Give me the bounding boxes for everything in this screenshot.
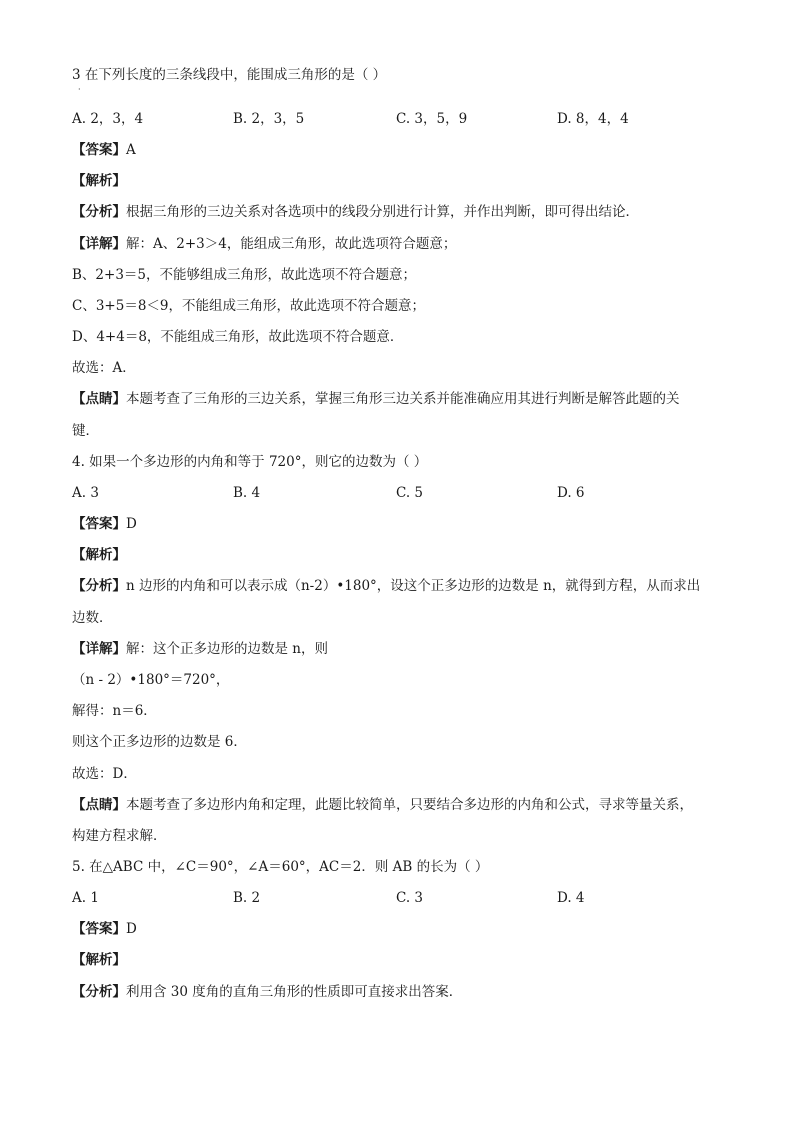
answer-value: A [126,142,136,158]
q3-option-d: D. 8，4，4 [557,111,629,127]
q5-stem: 5. 在△ABC 中，∠C＝90°，∠A＝60°，AC＝2．则 AB 的长为（ ） [72,859,489,875]
q5-option-a: A. 1 [72,890,99,906]
dianjing-text: 本题考查了三角形的三边关系，掌握三角形三边关系并能准确应用其进行判断是解答此题的关 [126,391,680,407]
q3-xiangjie-1 [72,235,456,253]
answer-tag: 【答案】 [72,142,126,158]
analysis-tag: 【解析】 [72,547,126,563]
q4-option-c: C. 5 [396,485,424,501]
q4-choose: 故选：D． [72,766,137,782]
answer-tag: 【答案】 [72,516,126,532]
answer-tag: 【答案】 [72,921,126,937]
q4-option-d: D. 6 [557,485,585,501]
q4-fenxi-1 [72,577,700,595]
q4-xiangjie-2: （n - 2）•180°＝720°， [72,672,230,688]
q3-xiangjie-3: C、3+5＝8＜9，不能组成三角形，故此选项不符合题意； [72,298,425,314]
q3-analysis-heading [72,172,126,190]
xiangjie-text: 解：A、2+3＞4，能组成三角形，故此选项符合题意； [126,236,457,252]
q4-analysis-heading [72,546,126,564]
analysis-tag: 【解析】 [72,173,126,189]
q4-option-a: A. 3 [72,485,99,501]
q4-dianjing-1 [72,796,693,814]
q3-stem: 3 在下列长度的三条线段中，能围成三角形的是（ ） [72,67,387,83]
fenxi-text: 利用含 30 度角的直角三角形的性质即可直接求出答案． [126,984,463,1000]
answer-value: D [126,516,137,532]
q3-option-b: B. 2，3，5 [233,111,305,127]
q3-option-a: A. 2，3，4 [72,111,144,127]
q3-dianjing-1 [72,390,680,408]
fenxi-tag: 【分析】 [72,204,126,220]
q5-option-b: B. 2 [233,890,261,906]
xiangjie-tag: 【详解】 [72,236,126,252]
q4-xiangjie-4: 则这个正多边形的边数是 6． [72,734,247,750]
xiangjie-tag: 【详解】 [72,641,126,657]
q4-stem: 4. 如果一个多边形的内角和等于 720°，则它的边数为（ ） [72,454,428,470]
q3-answer [72,141,136,159]
q5-analysis-heading [72,951,126,969]
fenxi-tag: 【分析】 [72,578,126,594]
q3-option-c: C. 3，5，9 [396,111,468,127]
q4-xiangjie-1 [72,640,328,658]
dianjing-tag: 【点睛】 [72,391,126,407]
dianjing-text: 本题考查了多边形内角和定理，此题比较简单，只要结合多边形的内角和公式，寻求等量关系， [126,797,693,813]
q3-fenxi [72,203,639,221]
q3-dot: · [78,85,81,94]
fenxi-text: 根据三角形的三边关系对各选项中的线段分别进行计算，并作出判断，即可得出结论． [126,204,639,220]
q5-fenxi [72,983,462,1001]
q3-xiangjie-2: B、2+3＝5，不能够组成三角形，故此选项不符合题意； [72,267,416,283]
q4-fenxi-2: 边数． [72,610,113,626]
dianjing-tag: 【点睛】 [72,797,126,813]
fenxi-tag: 【分析】 [72,984,126,1000]
q4-xiangjie-3: 解得：n＝6． [72,703,157,719]
q3-dianjing-2: 键． [72,423,99,439]
q3-choose: 故选：A． [72,360,136,376]
q5-option-c: C. 3 [396,890,424,906]
q5-answer [72,920,137,938]
q4-answer [72,515,137,533]
fenxi-text: n 边形的内角和可以表示成（n-2）•180°，设这个正多边形的边数是 n，就得到方程，从而求出 [126,578,701,594]
answer-value: D [126,921,137,937]
q4-dianjing-2: 构建方程求解． [72,828,167,844]
q4-option-b: B. 4 [233,485,261,501]
analysis-tag: 【解析】 [72,952,126,968]
q5-option-d: D. 4 [557,890,585,906]
q3-xiangjie-4: D、4+4＝8，不能组成三角形，故此选项不符合题意． [72,329,404,345]
xiangjie-text: 解：这个正多边形的边数是 n，则 [126,641,328,657]
